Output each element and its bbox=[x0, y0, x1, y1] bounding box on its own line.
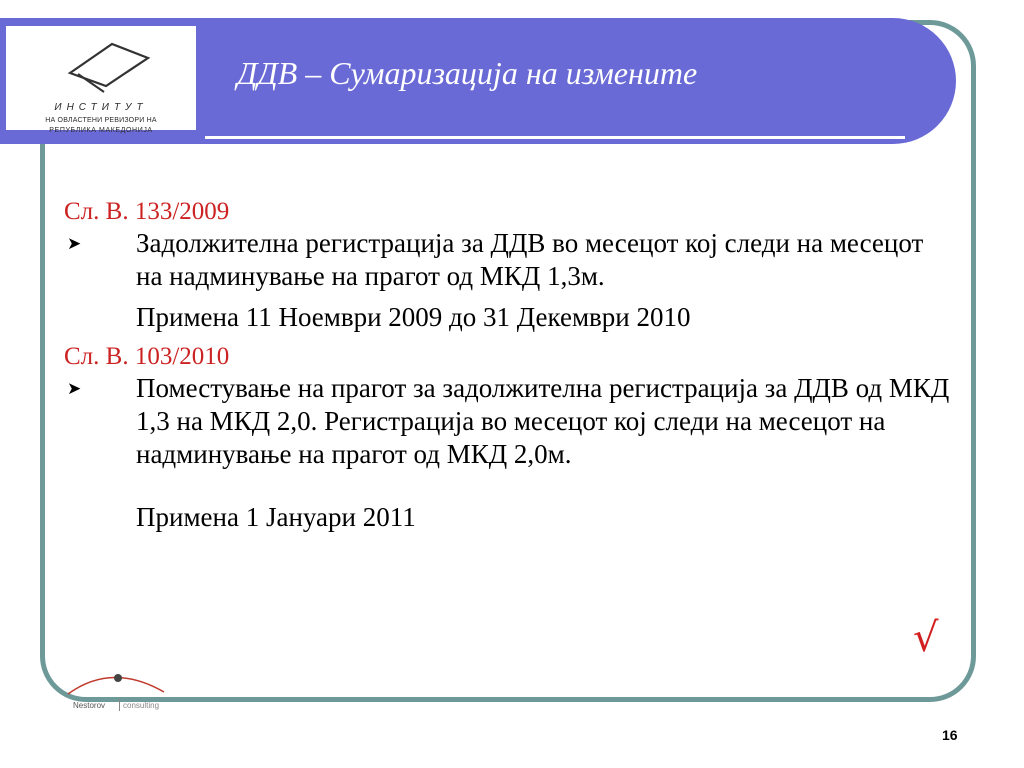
bullet-arrow-icon: ➤ bbox=[67, 379, 82, 398]
header-underline bbox=[205, 136, 905, 139]
slide-content bbox=[64, 197, 954, 534]
bullet-text-2: Поместување на прагот за задолжителна регистрација за ДДВ од МКД 1,3 на МКД 2,0. Регистрација во месецот кој следи на месецот на надминување на прагот од МКД 2,0м. bbox=[136, 373, 950, 469]
page-number: 16 bbox=[942, 727, 958, 743]
logo-line-1: ИНСТИТУТ bbox=[54, 102, 148, 113]
applied-date-1: Примена 11 Ноември 2009 до 31 Декември 2010 bbox=[136, 302, 691, 332]
applied-date-2: Примена 1 Јануари 2011 bbox=[136, 502, 416, 532]
logo-emblem-icon bbox=[6, 26, 196, 102]
logo-line-2: НА ОВЛАСТЕНИ РЕВИЗОРИ НА bbox=[45, 117, 157, 124]
footer-brand: Nestorov bbox=[73, 701, 106, 710]
footer-brand-divider bbox=[119, 699, 120, 711]
nestorov-logo-icon bbox=[60, 658, 180, 720]
section-heading-2: Сл. В. 103/2010 bbox=[64, 343, 230, 370]
check-mark-icon: √ bbox=[913, 615, 939, 661]
bullet-text-1: Задолжителна регистрација за ДДВ во месецот кој следи на месецот на надминување на прагот од МКД 1,3м. bbox=[136, 228, 924, 291]
bullet-item-2 bbox=[64, 372, 954, 471]
bullet-arrow-icon: ➤ bbox=[67, 234, 82, 253]
slide-title: ДДВ – Сумаризација на измените bbox=[237, 55, 698, 91]
institute-logo bbox=[6, 26, 196, 134]
section-heading-1: Сл. В. 133/2009 bbox=[64, 198, 230, 225]
footer-brand-suffix: consulting bbox=[123, 701, 160, 710]
logo-line-3: РЕПУБЛИКА МАКЕДОНИЈА bbox=[49, 127, 153, 134]
bullet-item-1 bbox=[64, 227, 954, 293]
